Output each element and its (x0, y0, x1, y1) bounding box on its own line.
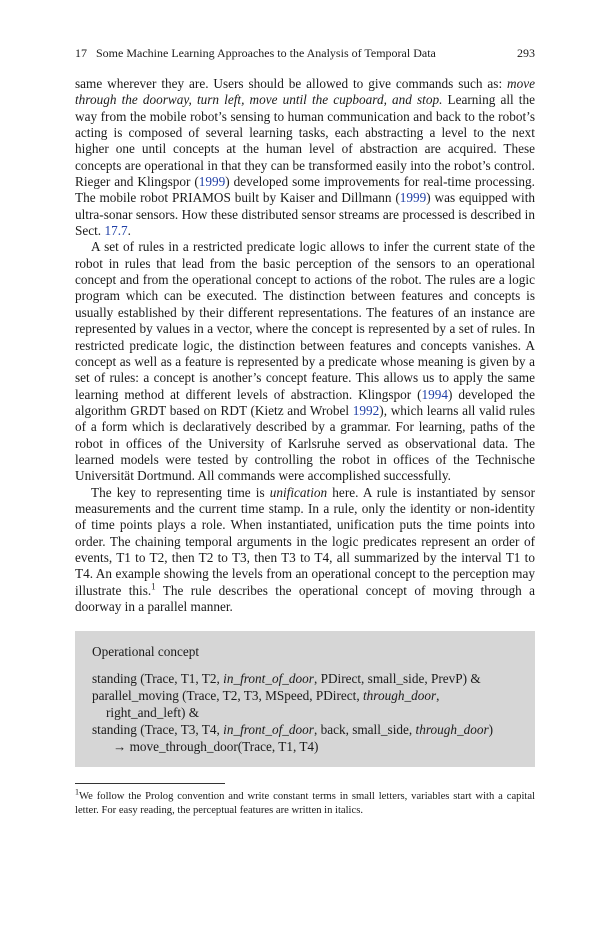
rule-line: parallel_moving (Trace, T2, T3, MSpeed, PDirect, through_door, (92, 688, 440, 704)
footnote-marker[interactable]: 1 (151, 581, 156, 592)
running-head (75, 46, 535, 60)
section-link[interactable]: 17.7 (104, 223, 128, 239)
rule-line: standing (Trace, T3, T4, in_front_of_door, back, small_side, through_door) (92, 722, 494, 738)
footnote: $^1$We follow the Prolog convention and write constant terms in small letters, variables start with a capital letter. For easy reading, the perceptual features are written in italics. (75, 787, 535, 816)
paragraph-1: same wherever they are. Users should be allowed to give commands such as: move through the doorway, turn left, move until the cupboard, and stop. Learning all the way from the mobile robot’s sensing to human communication and back to the robot’s acting is composed of several learning tasks, each abstracting a level to the next higher one until concepts at the human level of abstraction are acquired. These concepts are operational in that they can be transformed easily into the robot’s control. Rieger and Klingspor (1999) developed some improvements for real-time processing. The mobile robot PRIAMOS built by Kaiser and Dillmann (1999) was equipped with ultra-sonar sensors. How these distributed sensor streams are processed is described in Sect. 17.7. (75, 76, 535, 239)
citation-link[interactable]: 1999 (399, 190, 427, 206)
citation-link[interactable]: 1994 (421, 386, 449, 402)
citation-link[interactable]: 1992 (352, 402, 380, 418)
box-title: Operational concept (92, 644, 200, 660)
rule-box (75, 631, 535, 767)
chapter-title: Some Machine Learning Approaches to the Analysis of Temporal Data (96, 46, 436, 60)
page (75, 46, 535, 817)
page-number: 293 (517, 46, 535, 60)
footnote-mark: 1 (75, 787, 79, 797)
citation-link[interactable]: 1999 (198, 174, 226, 190)
rule-line: right_and_left) & (106, 705, 200, 721)
chapter-number: 17 (75, 46, 87, 60)
paragraph-2: A set of rules in a restricted predicate logic allows to infer the current state of the robot in rules that lead from the basic perception of the sensors to an operational concept and from the operational concept to actions of the robot. The rules are a logic program which can be executed. The distinction between features and concepts is usually established by their different representations. The features of an instance are represented by values in a vector, where the concept is represented by a set of rules. In restricted predicate logic, the distinction between features and concepts vanishes. A concept as well as a feature is represented by a predicate whose meaning is given by a set of rules: a concept is another’s concept feature. This allows us to apply the same learning method at different levels of abstraction. Klingspor (1994) developed the algorithm GRDT based on RDT (Kietz and Wrobel 1992), which learns all valid rules of a form which is declaratively described by a grammar. For learning, paths of the robot in offices of the University of Karlsruhe served as observational data. The learned models were tested by controlling the robot in offices of the Technische Universität Dortmund. All commands were accomplished successfully. (75, 239, 535, 484)
rule-line: standing (Trace, T1, T2, in_front_of_door, PDirect, small_side, PrevP) & (92, 671, 481, 687)
rule-line: → move_through_door(Trace, T1, T4) (113, 739, 319, 755)
paragraph-3: The key to representing time is unification here. A rule is instantiated by sensor measurements and the current time stamp. In a rule, only the identity or non-identity of time points plays a role. When instantiated, unification puts the time points into order. The chaining temporal arguments in the logic predicates represent an order of events, T1 to T2, then T2 to T3, then T3 to T4, all summarized by the interval T1 to T4. An example showing the levels from an operational concept to the perception may illustrate this.$^1$ The rule describes the operational concept of moving through a doorway in a parallel manner. (75, 484, 535, 614)
footnote-rule (75, 783, 225, 784)
